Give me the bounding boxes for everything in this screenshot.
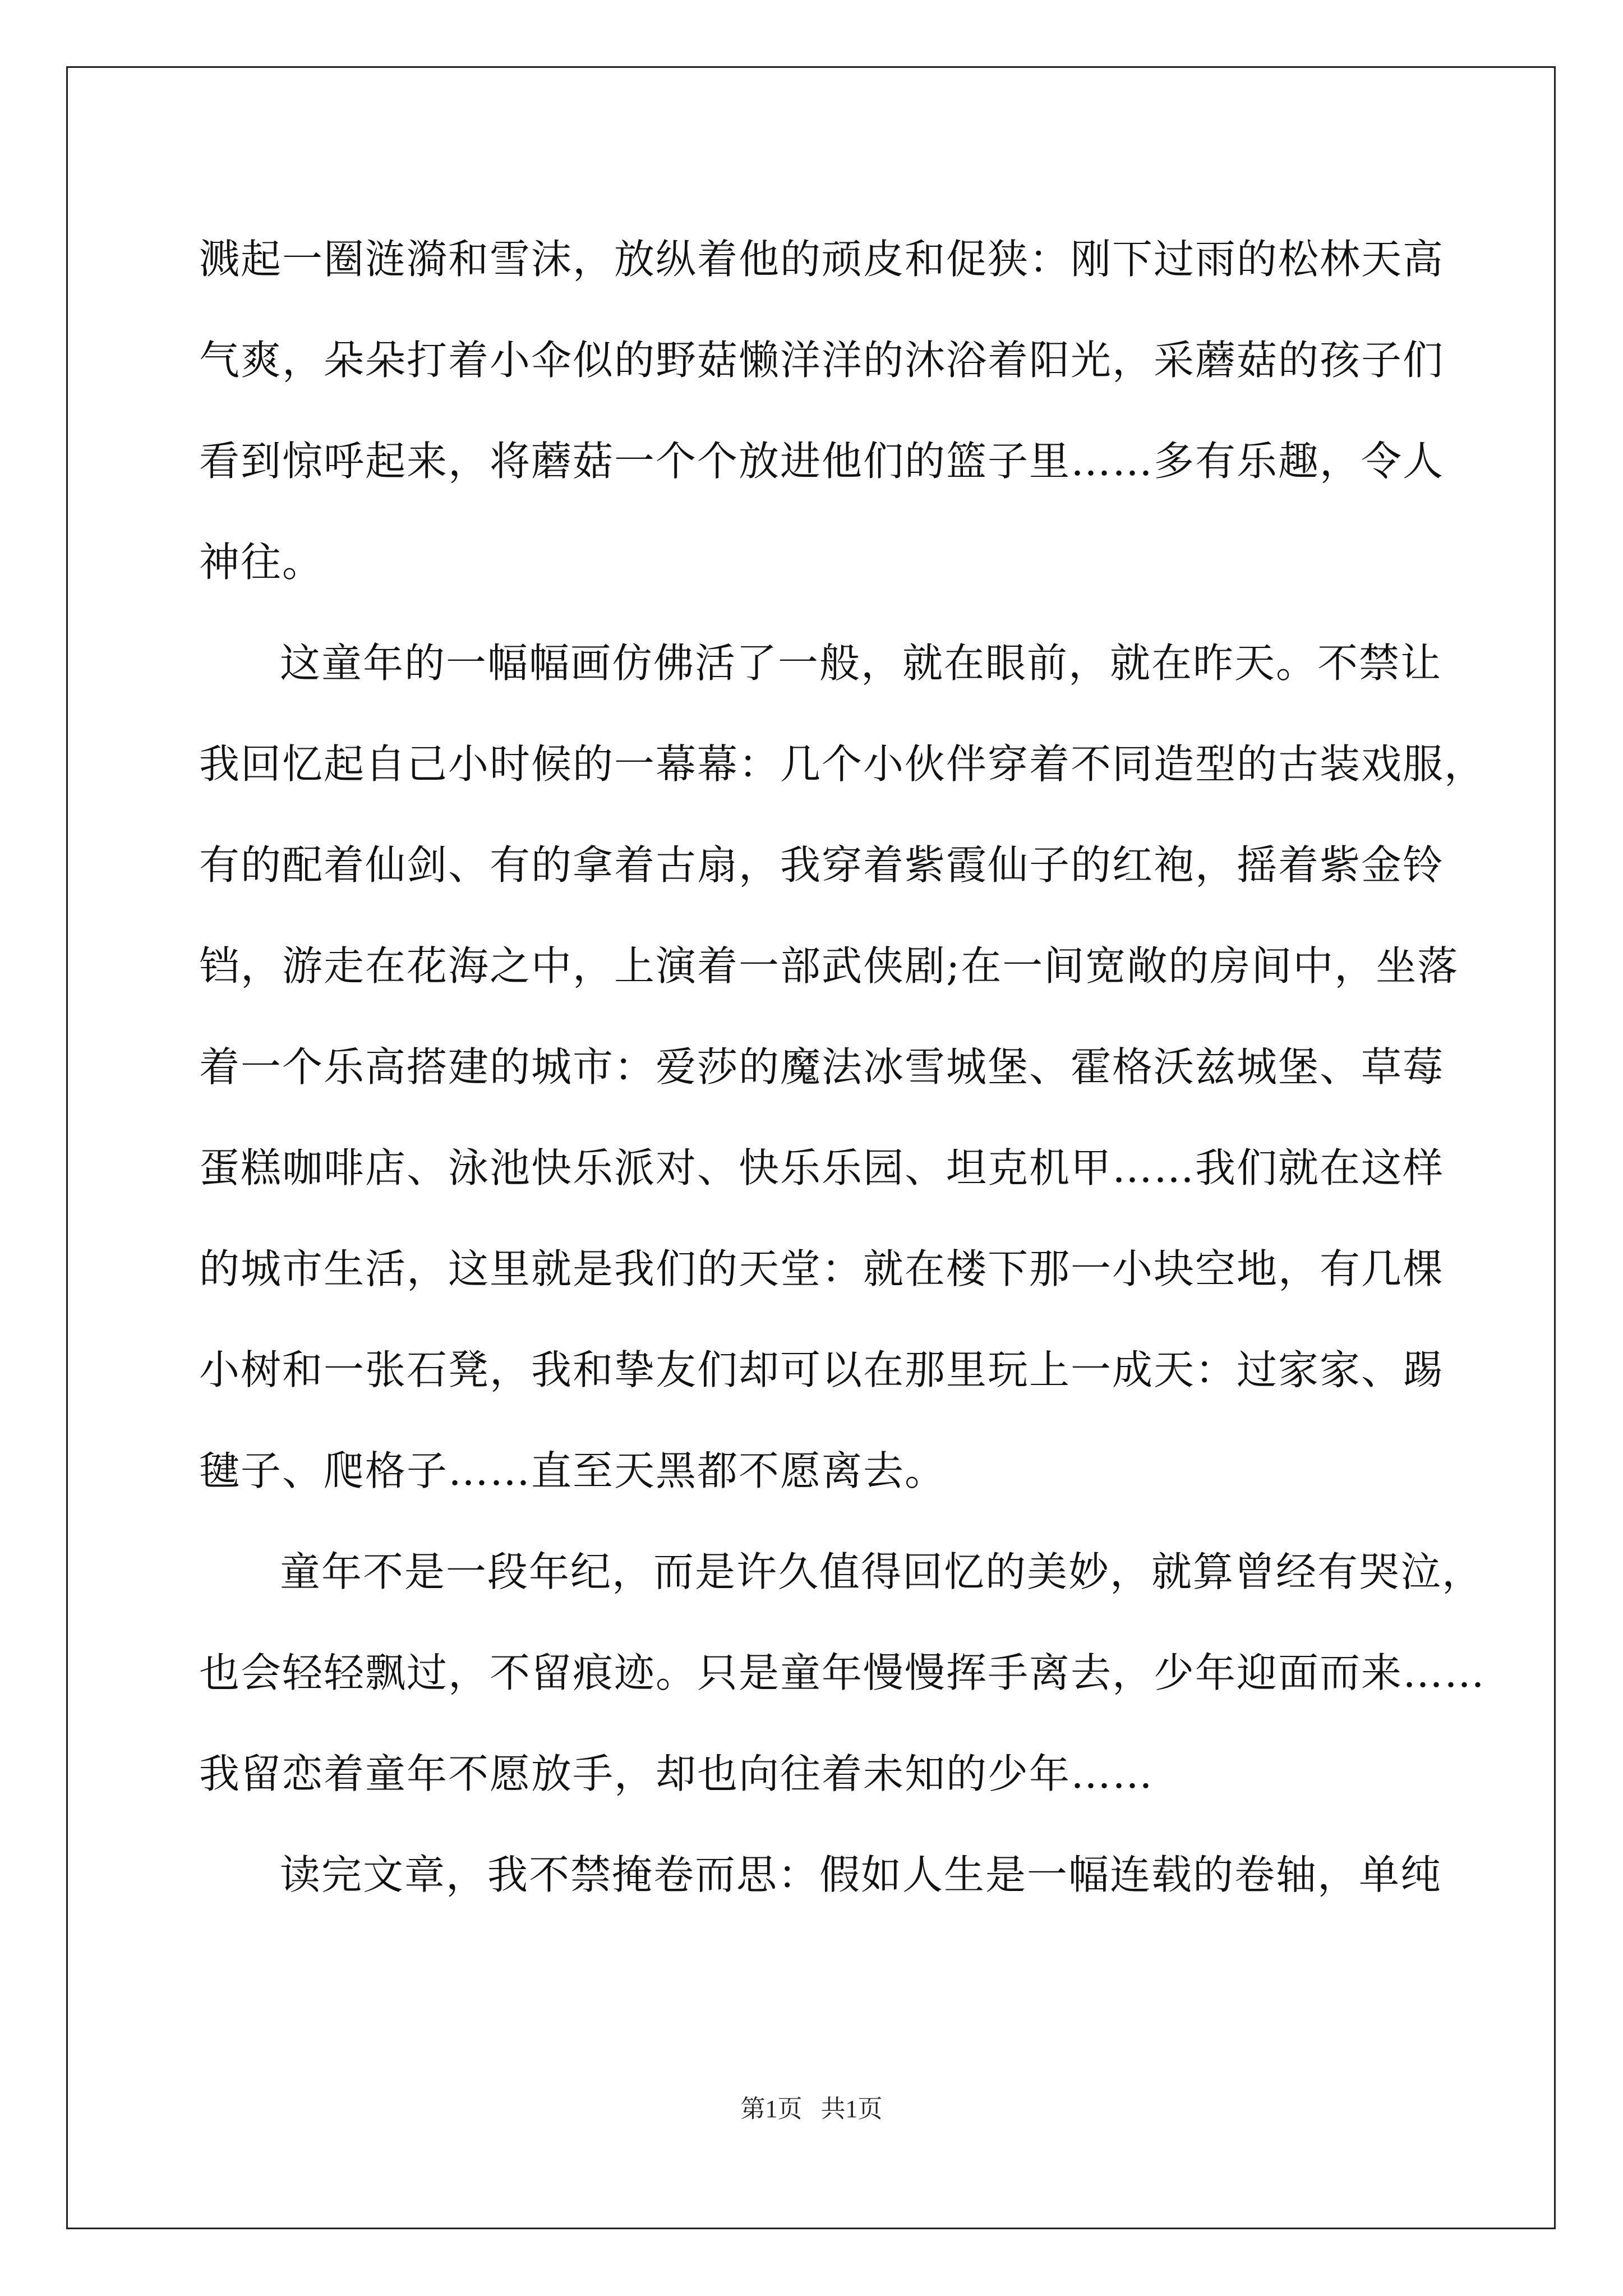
text-line: 铛，游走在花海之中，上演着一部武侠剧;在一间宽敞的房间中，坐落 xyxy=(199,942,1459,990)
text-line: 溅起一圈涟漪和雪沫，放纵着他的顽皮和促狭：刚下过雨的松林天高 xyxy=(199,236,1445,283)
text-line: 神往。 xyxy=(199,539,324,586)
paragraph-start-line: 读完文章，我不禁掩卷而思：假如人生是一幅连载的卷轴，单纯 xyxy=(280,1851,1442,1898)
text-line: 着一个乐高搭建的城市：爱莎的魔法冰雪城堡、霍格沃兹城堡、草莓 xyxy=(199,1043,1445,1091)
page-total: 共1页 xyxy=(820,2095,883,2123)
text-line: 蛋糕咖啡店、泳池快乐派对、快乐乐园、坦克机甲……我们就在这样 xyxy=(199,1144,1445,1191)
text-line: 有的配着仙剑、有的拿着古扇，我穿着紫霞仙子的红袍，摇着紫金铃 xyxy=(199,841,1445,889)
text-line: 看到惊呼起来，将蘑菇一个个放进他们的篮子里……多有乐趣，令人 xyxy=(199,438,1445,485)
text-line: 我回忆起自己小时候的一幕幕：几个小伙伴穿着不同造型的古装戏服， xyxy=(199,740,1486,788)
text-line: 小树和一张石凳，我和挚友们却可以在那里玩上一成天：过家家、踢 xyxy=(199,1346,1445,1393)
text-line: 气爽，朵朵打着小伞似的野菇懒洋洋的沐浴着阳光，采蘑菇的孩子们 xyxy=(199,337,1445,384)
page-footer xyxy=(0,2092,1623,2126)
document-body xyxy=(199,209,1486,1925)
text-line: 我留恋着童年不愿放手，却也向往着未知的少年…… xyxy=(199,1750,1154,1797)
text-line: 毽子、爬格子……直至天黑都不愿离去。 xyxy=(199,1447,947,1494)
text-line: 也会轻轻飘过，不留痕迹。只是童年慢慢挥手离去，少年迎面而来…… xyxy=(199,1649,1486,1696)
paragraph-start-line: 这童年的一幅幅画仿佛活了一般，就在眼前，就在昨天。不禁让 xyxy=(280,639,1442,687)
paragraph-start-line: 童年不是一段年纪，而是许久值得回忆的美妙，就算曾经有哭泣， xyxy=(280,1548,1484,1595)
text-line: 的城市生活，这里就是我们的天堂：就在楼下那一小块空地，有几棵 xyxy=(199,1245,1445,1292)
page-number: 第1页 xyxy=(740,2095,803,2123)
